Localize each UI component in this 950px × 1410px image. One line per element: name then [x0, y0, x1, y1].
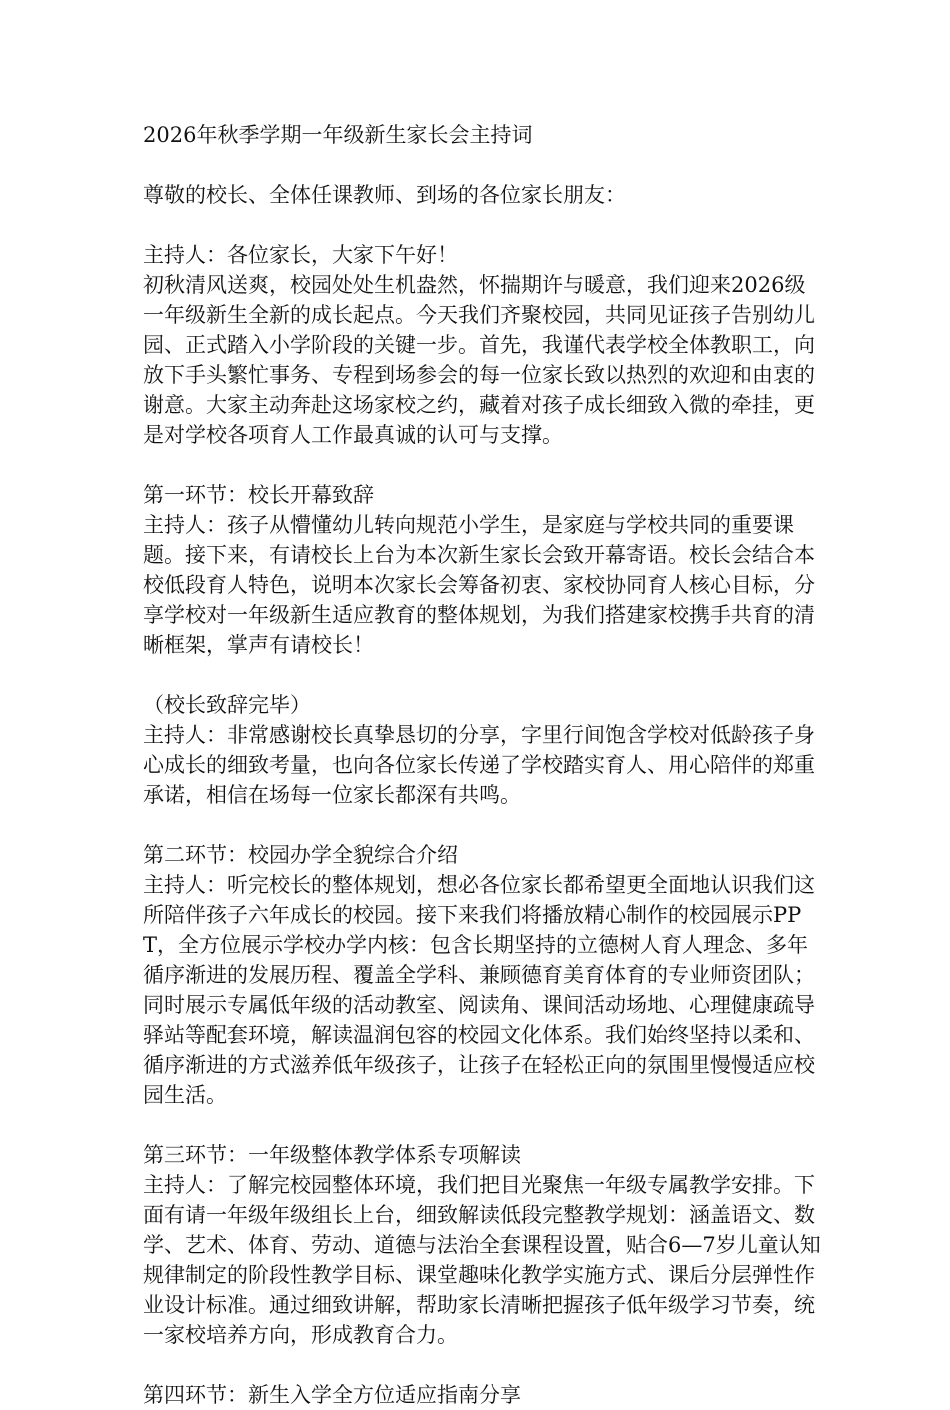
blank-line: [143, 1110, 823, 1140]
section-paragraph-2: 主持人：听完校长的整体规划，想必各位家长都希望更全面地认识我们这所陪伴孩子六年成长的校园。接下来我们将播放精心制作的校园展示PPT，全方位展示学校办学内核：包含长期坚持的立德树人育人理念、多年循序渐进的发展历程、覆盖全学科、兼顾德育美育体育的专业师资团队；同时展示专属低年级的活动教室、阅读角、课间活动场地、心理健康疏导驿站等配套环境，解读温润包容的校园文化体系。我们始终坚持以柔和、循序渐进的方式滋养低年级孩子，让孩子在轻松正向的氛围里慢慢适应校园生活。: [143, 873, 815, 1107]
stage-note: （校长致辞完毕）: [143, 693, 311, 717]
section-heading-2: 第二环节：校园办学全貌综合介绍: [143, 843, 458, 867]
salutation: 尊敬的校长、全体任课教师、到场的各位家长朋友：: [143, 183, 626, 207]
section-paragraph-3: 主持人：了解完校园整体环境，我们把目光聚焦一年级专属教学安排。下面有请一年级年级组长上台，细致解读低段完整教学规划：涵盖语文、数学、艺术、体育、劳动、道德与法治全套课程设置，贴合6—7岁儿童认知规律制定的阶段性教学目标、课堂趣味化教学实施方式、课后分层弹性作业设计标准。通过细致讲解，帮助家长清晰把握孩子低年级学习节奏，统一家校培养方向，形成教育合力。: [143, 1173, 821, 1347]
blank-line: [143, 1350, 823, 1380]
section-heading-3: 第三环节：一年级整体教学体系专项解读: [143, 1143, 521, 1167]
blank-line: [143, 660, 823, 690]
blank-line: [143, 150, 823, 180]
blank-line: [143, 810, 823, 840]
interlude-paragraph: 主持人：非常感谢校长真挚恳切的分享，字里行间饱含学校对低龄孩子身心成长的细致考量，也向各位家长传递了学校踏实育人、用心陪伴的郑重承诺，相信在场每一位家长都深有共鸣。: [143, 723, 815, 807]
opening-greeting: 主持人：各位家长，大家下午好！: [143, 243, 458, 267]
document-body: [143, 120, 823, 1410]
blank-line: [143, 210, 823, 240]
document-title: 2026年秋季学期一年级新生家长会主持词: [143, 123, 533, 147]
section-heading-4: 第四环节：新生入学全方位适应指南分享: [143, 1383, 521, 1407]
section-heading-1: 第一环节：校长开幕致辞: [143, 483, 374, 507]
opening-paragraph: 初秋清风送爽，校园处处生机盎然，怀揣期许与暖意，我们迎来2026级一年级新生全新的成长起点。今天我们齐聚校园，共同见证孩子告别幼儿园、正式踏入小学阶段的关键一步。首先，我谨代表学校全体教职工，向放下手头繁忙事务、专程到场参会的每一位家长致以热烈的欢迎和由衷的谢意。大家主动奔赴这场家校之约，藏着对孩子成长细致入微的牵挂，更是对学校各项育人工作最真诚的认可与支撑。: [143, 273, 815, 447]
blank-line: [143, 450, 823, 480]
section-paragraph-1: 主持人：孩子从懵懂幼儿转向规范小学生，是家庭与学校共同的重要课题。接下来，有请校长上台为本次新生家长会致开幕寄语。校长会结合本校低段育人特色，说明本次家长会筹备初衷、家校协同育人核心目标，分享学校对一年级新生适应教育的整体规划，为我们搭建家校携手共育的清晰框架，掌声有请校长！: [143, 513, 815, 657]
